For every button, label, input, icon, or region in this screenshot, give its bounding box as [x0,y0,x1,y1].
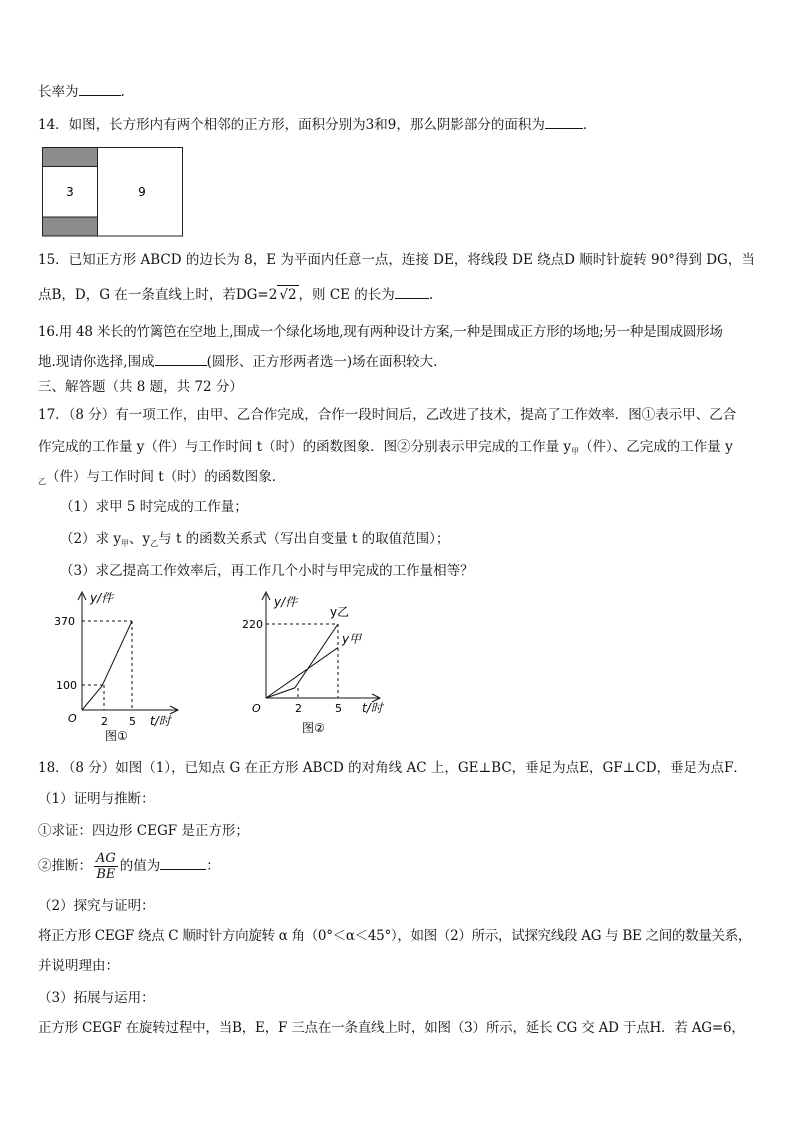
large-square-label: 9 [138,185,146,199]
answer-blank[interactable] [79,83,121,96]
small-square-label: 3 [66,185,74,199]
shaded-region-bottom [43,217,98,236]
x-axis-label: t/时 [362,701,383,715]
answer-blank[interactable] [395,286,429,299]
question-18-section1: （1）证明与推断： [38,791,155,807]
question-18-line1: 18．（8 分）如图（1），已知点 G 在正方形 ABCD 的对角线 AC 上，GE⊥BC，垂足为点E，GF⊥CD，垂足为点F． [38,760,747,776]
series-label-yi: y乙 [330,605,350,619]
question-17-part2: （2）求 $y_甲$、$y_乙$与 t 的函数关系式（写出自变量 t 的取值范围）； [60,531,450,548]
series-line-jia [266,648,338,698]
x-axis-label: t/时 [150,714,171,728]
question-18-section2-line1: 将正方形 CEGF 绕点 C 顺时针方向旋转 α 角（0°＜α＜45°），如图（2）所示，试探究线段 AG 与 BE 之间的数量关系， [38,928,752,944]
sqrt-symbol: √2 [279,287,297,303]
answer-blank[interactable] [545,116,583,129]
question-18-section2-line2: 并说明理由： [38,958,119,974]
x-tick-2: 2 [295,702,302,715]
question-18-item1: ①求证：四边形 CEGF 是正方形； [38,823,249,839]
figure-1-caption: 图① [105,729,128,743]
series-label-jia: y甲 [342,632,362,646]
question-18-section3-line1: 正方形 CEGF 在旋转过程中，当B，E，F 三点在一条直线上时，如图（3）所示，延长 CG 交 AD 于点H．若 AG=6， [38,1020,745,1036]
question-17-part1: （1）求甲 5 时完成的工作量； [60,499,248,515]
question-17-line3: $_乙$（件）与工作时间 t（时）的函数图象． [38,469,286,486]
x-tick-2: 2 [101,715,108,728]
x-tick-5: 5 [335,702,342,715]
origin-label: O [68,712,77,725]
section-heading: 三、解答题（共 8 题，共 72 分） [38,379,243,395]
answer-blank[interactable] [160,857,206,870]
line-top: 长率为 . [38,84,125,100]
question-17-line2: 作完成的工作量 y（件）与工作时间 t（时）的函数图象．图②分别表示甲完成的工作量 $y_甲$（件）、乙完成的工作量 y [38,439,733,456]
x-tick-5: 5 [129,715,136,728]
figure-2-graph [240,588,400,738]
figure-1-graph [50,588,190,746]
question-17-line1: 17．（8 分）有一项工作，由甲、乙合作完成，合作一段时间后，乙改进了技术，提高了工作效率．图①表示甲、乙合 [38,407,737,423]
question-18-section3: （3）拓展与运用： [38,990,155,1006]
y-tick-370: 370 [54,615,75,628]
figure-14 [42,147,184,237]
figure-2-caption: 图② [302,721,325,735]
series-line-yi [266,624,338,698]
answer-blank[interactable] [155,353,207,366]
question-16-line1: 16.用 48 米长的竹篱笆在空地上,围成一个绿化场地,现有两种设计方案,一种是围成正方形的场地;另一种是围成圆形场 [38,324,723,340]
y-axis-label: y/件 [90,591,114,605]
y-tick-220: 220 [242,618,263,631]
y-tick-100: 100 [56,679,77,692]
question-16-line2: 地.现请你选择,围成 (圆形、正方形两者选一)场在面积较大. [38,354,438,370]
question-17-part3: （3）求乙提高工作效率后，再工作几个小时与甲完成的工作量相等？ [60,563,474,579]
origin-label: O [252,702,261,715]
question-15-line1: 15．已知正方形 ABCD 的边长为 8，E 为平面内任意一点，连接 DE，将线段 DE 绕点D 顺时针旋转 90°得到 DG，当 [38,252,755,268]
shaded-region-top [43,148,98,167]
question-15-line2: 点B，D，G 在一条直线上时，若DG=2 √2 ，则 CE 的长为 . [38,287,434,303]
question-14: 14．如图，长方形内有两个相邻的正方形，面积分别为3和9，那么阴影部分的面积为 ． [38,117,597,133]
question-18-item2: ②推断： $\frac{AG}{BE}$ 的值为 ： [38,851,220,882]
series-line [82,621,132,710]
y-axis-label: y/件 [274,595,298,609]
fraction-ag-be: $\frac{AG}{BE}$ [96,851,116,882]
question-18-section2: （2）探究与证明： [38,898,155,914]
